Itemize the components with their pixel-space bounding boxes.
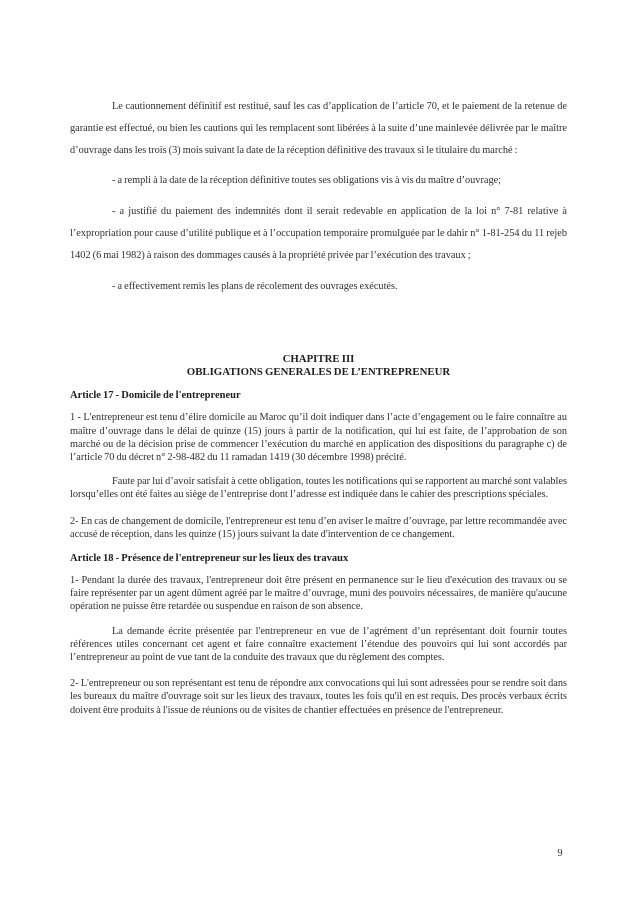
body-paragraph: La demande écrite présentée par l'entrepreneur en vue de l’agrément d’un représentant doit fournir toutes références utiles concernant cet agent et faire connaître exactement l’étendue des pouvoirs qui lui sont accordés par l’entrepreneur au point de vue tant de la conduite des travaux que du règlement des comptes. [70,625,567,664]
body-paragraph: 1 - L'entrepreneur est tenu d’élire domicile au Maroc qu’il doit indiquer dans l’acte d’engagement ou le faire connaître au maître d’ouvrage dans le délai de quinze (15) jours à partir de la notification, qui lui est faite, de l’approbation de son marché ou de la décision prise de commencer l’exécution du marché en application des dispositions du paragraphe c) de l’article 70 du décret n° 2-98-482 du 11 ramadan 1419 (30 décembre 1998) précité. [70,412,567,463]
document-body [70,96,567,728]
body-paragraph: Le cautionnement définitif est restitué, sauf les cas d’application de l’article 70, et le paiement de la retenue de garantie est effectué, ou bien les cautions qui les remplacent sont libérées à la suite d’une mainlevée délivrée par le maître d’ouvrage dans les trois (3) mois suivant la date de la réception définitive des travaux si le titulaire du marché : [70,101,567,156]
body-paragraph: Faute par lui d’avoir satisfait à cette obligation, toutes les notifications qui se rapportent au marché sont valables lorsqu’elles ont été faites au siège de l’entreprise dont l’adresse est indiquée dans le cahier des prescriptions spéciales. [70,476,567,501]
list-item-dash: - a effectivement remis les plans de récolement des ouvrages exécutés. [112,280,398,292]
list-item-dash: - a justifié du paiement des indemnités dont il serait redevable en application de la loi n° 7-81 relative à l’expropriation pour cause d’utilité publique et à l’occupation temporaire promulguée par le dahir n° 1-81-254 du 11 rejeb 1402 (6 mai 1982) à raison des dommages causés à la propriété privée par l’exécution des travaux ; [70,206,567,261]
body-paragraph: 2- L'entrepreneur ou son représentant est tenu de répondre aux convocations qui lui sont adressées pour se rendre soit dans les bureaux du maître d'ouvrage soit sur les lieux des travaux, toutes les fois qu'il en est requis. Des procès verbaux écrits doivent être produits à l'issue de réunions ou de visites de chantier effectuées en présence de l'entrepreneur. [70,678,567,716]
list-item-dash: - a rempli à la date de la réception définitive toutes ses obligations vis à vis du maître d’ouvrage; [112,175,502,187]
page-number: 9 [557,848,563,859]
chapter-number-heading: CHAPITRE III [282,353,355,366]
article-17-heading: Article 17 - Domicile de l'entrepreneur [70,390,241,402]
chapter-title-heading: OBLIGATIONS GENERALES DE L’ENTREPRENEUR [186,366,451,379]
body-paragraph: 1- Pendant la durée des travaux, l'entrepreneur doit être présent en permanence sur le lieu d'exécution des travaux ou se faire représenter par un agent dûment agréé par le maître d’ouvrage, muni des pouvoirs nécessaires, de manière qu'aucune opération ne puisse être retardée ou suspendue en raison de son absence. [70,575,567,613]
body-paragraph: 2- En cas de changement de domicile, l'entrepreneur est tenu d’en aviser le maître d’ouvrage, par lettre recommandée avec accusé de réception, dans les quinze (15) jours suivant la date d'intervention de ce changement. [70,515,567,540]
article-18-heading: Article 18 - Présence de l'entrepreneur sur les lieux des travaux [70,553,349,564]
